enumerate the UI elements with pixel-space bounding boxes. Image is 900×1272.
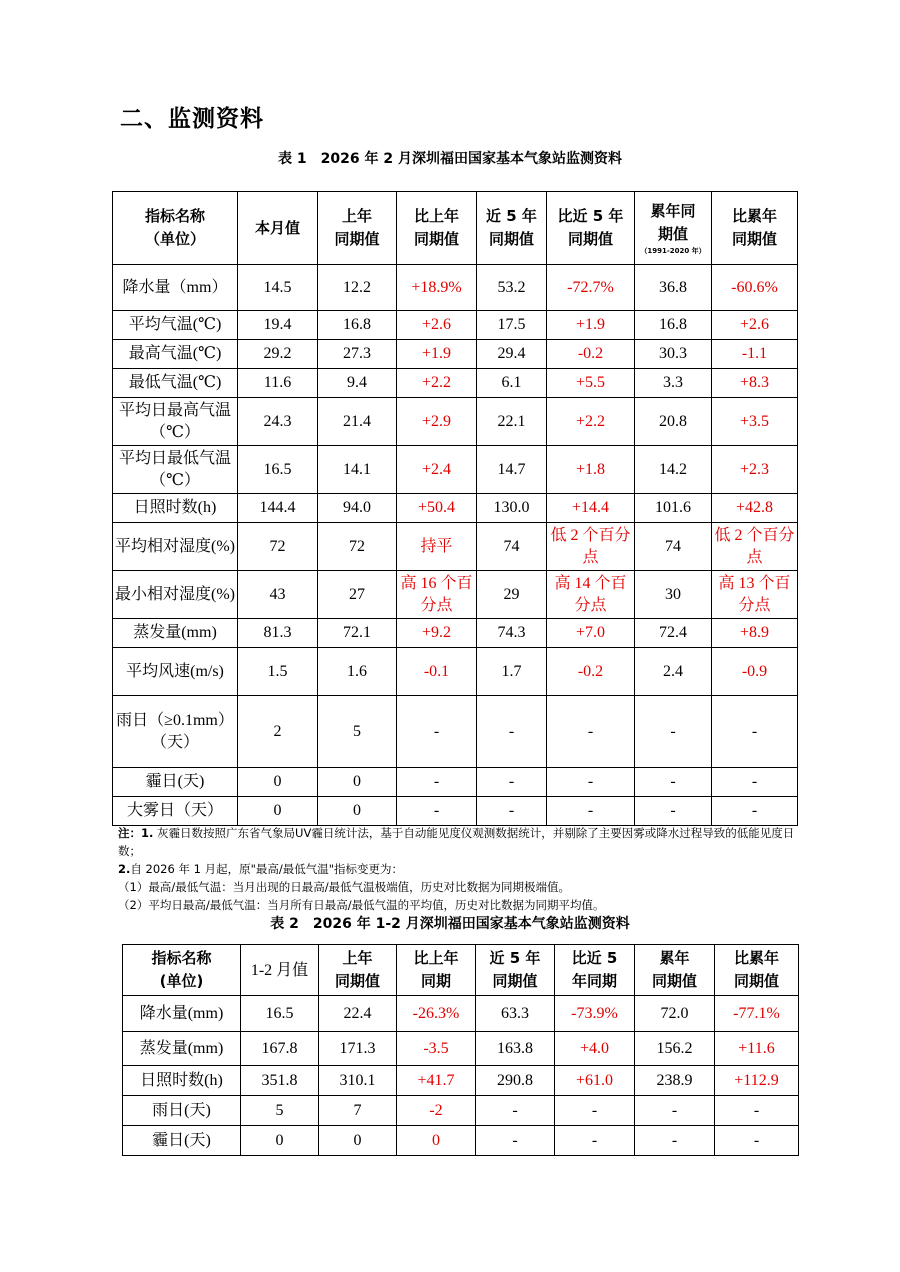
value-cell: +8.9 — [712, 619, 798, 648]
header-vs-climatology: 比累年 同期值 — [712, 192, 798, 265]
value-cell: -3.5 — [397, 1032, 476, 1066]
note-2-text: 自 2026 年 1 月起，原"最高/最低气温"指标变更为： — [130, 862, 404, 876]
value-cell: 72.0 — [635, 996, 715, 1032]
value-cell: 14.1 — [318, 446, 397, 494]
indicator-cell: 最小相对湿度(%) — [113, 571, 238, 619]
value-cell: - — [476, 1126, 555, 1156]
value-cell: 低 2 个百分点 — [712, 523, 798, 571]
value-cell: 12.2 — [318, 265, 397, 311]
table-row — [113, 340, 798, 369]
table-row — [113, 571, 798, 619]
value-cell: - — [635, 797, 712, 826]
value-cell: - — [397, 797, 477, 826]
t2-header-climatology: 累年 同期值 — [635, 945, 715, 996]
t2-header-period-value: 1-2 月值 — [241, 945, 319, 996]
note-1-prefix: 注：1. — [118, 826, 154, 840]
value-cell: -72.7% — [547, 265, 635, 311]
t2-header-recent-5y: 近 5 年 同期值 — [476, 945, 555, 996]
header-this-month: 本月值 — [238, 192, 318, 265]
table2-caption: 表 2 2026 年 1-2 月深圳福田国家基本气象站监测资料 — [270, 916, 630, 932]
section-heading: 二、监测资料 — [120, 106, 264, 132]
value-cell: -2 — [397, 1096, 476, 1126]
t2-header-vs-recent-5y: 比近 5 年同期 — [555, 945, 635, 996]
t2-header-indicator: 指标名称 (单位) — [123, 945, 241, 996]
value-cell: +2.2 — [547, 398, 635, 446]
value-cell: 16.5 — [238, 446, 318, 494]
value-cell: - — [547, 696, 635, 768]
value-cell: 72 — [318, 523, 397, 571]
value-cell: - — [635, 768, 712, 797]
value-cell: 0 — [241, 1126, 319, 1156]
value-cell: 238.9 — [635, 1066, 715, 1096]
value-cell: -0.9 — [712, 648, 798, 696]
indicator-cell: 大雾日（天） — [113, 797, 238, 826]
value-cell: 74 — [477, 523, 547, 571]
value-cell: 16.5 — [241, 996, 319, 1032]
note-2 — [118, 860, 798, 878]
value-cell: 27.3 — [318, 340, 397, 369]
value-cell: - — [477, 797, 547, 826]
indicator-cell: 平均风速(m/s) — [113, 648, 238, 696]
value-cell: -77.1% — [715, 996, 799, 1032]
value-cell: +2.3 — [712, 446, 798, 494]
value-cell: 72.1 — [318, 619, 397, 648]
table-row — [123, 1032, 799, 1066]
value-cell: - — [477, 696, 547, 768]
value-cell: +1.9 — [397, 340, 477, 369]
indicator-cell: 平均相对湿度(%) — [113, 523, 238, 571]
value-cell: 30 — [635, 571, 712, 619]
value-cell: +2.6 — [712, 311, 798, 340]
value-cell: 5 — [241, 1096, 319, 1126]
table-row — [123, 1126, 799, 1156]
value-cell: 0 — [397, 1126, 476, 1156]
value-cell: 171.3 — [319, 1032, 397, 1066]
indicator-cell: 蒸发量(mm) — [123, 1032, 241, 1066]
indicator-cell: 雨日（≥0.1mm）（天） — [113, 696, 238, 768]
value-cell: 156.2 — [635, 1032, 715, 1066]
value-cell: 14.2 — [635, 446, 712, 494]
value-cell: 163.8 — [476, 1032, 555, 1066]
value-cell: 290.8 — [476, 1066, 555, 1096]
value-cell: - — [635, 1096, 715, 1126]
value-cell: 22.4 — [319, 996, 397, 1032]
value-cell: -0.2 — [547, 648, 635, 696]
value-cell: 72 — [238, 523, 318, 571]
note-3: （1）最高/最低气温：当月出现的日最高/最低气温极端值，历史对比数据为同期极端值。 — [118, 880, 571, 894]
value-cell: - — [397, 768, 477, 797]
value-cell: +42.8 — [712, 494, 798, 523]
header-vs-last-year: 比上年 同期值 — [397, 192, 477, 265]
value-cell: +2.6 — [397, 311, 477, 340]
indicator-cell: 平均气温(℃) — [113, 311, 238, 340]
table-row — [113, 768, 798, 797]
value-cell: 36.8 — [635, 265, 712, 311]
value-cell: 72.4 — [635, 619, 712, 648]
table-row — [113, 398, 798, 446]
indicator-cell: 霾日(天) — [113, 768, 238, 797]
value-cell: 101.6 — [635, 494, 712, 523]
value-cell: 0 — [319, 1126, 397, 1156]
value-cell: -60.6% — [712, 265, 798, 311]
table-row — [113, 494, 798, 523]
value-cell: 2.4 — [635, 648, 712, 696]
note-1 — [118, 824, 798, 860]
value-cell: 0 — [318, 797, 397, 826]
value-cell: -1.1 — [712, 340, 798, 369]
value-cell: -73.9% — [555, 996, 635, 1032]
value-cell: +41.7 — [397, 1066, 476, 1096]
header-indicator: 指标名称 （单位） — [113, 192, 238, 265]
table-row — [113, 523, 798, 571]
value-cell: 43 — [238, 571, 318, 619]
value-cell: 24.3 — [238, 398, 318, 446]
value-cell: 1.7 — [477, 648, 547, 696]
value-cell: +4.0 — [555, 1032, 635, 1066]
value-cell: +18.9% — [397, 265, 477, 311]
value-cell: 22.1 — [477, 398, 547, 446]
value-cell: 20.8 — [635, 398, 712, 446]
table-row — [113, 311, 798, 340]
indicator-cell: 最低气温(℃) — [113, 369, 238, 398]
value-cell: +61.0 — [555, 1066, 635, 1096]
value-cell: -26.3% — [397, 996, 476, 1032]
value-cell: +2.4 — [397, 446, 477, 494]
indicator-cell: 日照时数(h) — [113, 494, 238, 523]
value-cell: 30.3 — [635, 340, 712, 369]
value-cell: +1.9 — [547, 311, 635, 340]
value-cell: - — [397, 696, 477, 768]
indicator-cell: 降水量（mm） — [113, 265, 238, 311]
value-cell: +11.6 — [715, 1032, 799, 1066]
value-cell: - — [635, 696, 712, 768]
value-cell: - — [555, 1126, 635, 1156]
value-cell: 1.5 — [238, 648, 318, 696]
value-cell: 81.3 — [238, 619, 318, 648]
value-cell: 19.4 — [238, 311, 318, 340]
header-vs-recent-5y: 比近 5 年 同期值 — [547, 192, 635, 265]
value-cell: - — [712, 768, 798, 797]
value-cell: 5 — [318, 696, 397, 768]
note-2-prefix: 2. — [118, 862, 131, 876]
value-cell: +50.4 — [397, 494, 477, 523]
value-cell: +7.0 — [547, 619, 635, 648]
value-cell: - — [635, 1126, 715, 1156]
value-cell: +2.2 — [397, 369, 477, 398]
t2-header-last-year: 上年 同期值 — [319, 945, 397, 996]
indicator-cell: 平均日最低气温（℃） — [113, 446, 238, 494]
value-cell: 53.2 — [477, 265, 547, 311]
value-cell: - — [715, 1126, 799, 1156]
value-cell: -0.1 — [397, 648, 477, 696]
value-cell: 0 — [238, 768, 318, 797]
indicator-cell: 降水量(mm) — [123, 996, 241, 1032]
value-cell: 29 — [477, 571, 547, 619]
table-row — [113, 696, 798, 768]
value-cell: +1.8 — [547, 446, 635, 494]
header-climatology-label: 累年同 期值 — [650, 202, 696, 243]
header-recent-5y: 近 5 年 同期值 — [477, 192, 547, 265]
table1-caption: 表 1 2026 年 2 月深圳福田国家基本气象站监测资料 — [278, 151, 622, 167]
value-cell: 310.1 — [319, 1066, 397, 1096]
table-row — [123, 1096, 799, 1126]
header-last-year: 上年 同期值 — [318, 192, 397, 265]
table-row — [123, 1066, 799, 1096]
value-cell: 21.4 — [318, 398, 397, 446]
t2-header-vs-last-year: 比上年 同期 — [397, 945, 476, 996]
value-cell: +5.5 — [547, 369, 635, 398]
value-cell: 144.4 — [238, 494, 318, 523]
value-cell: - — [476, 1096, 555, 1126]
value-cell: - — [712, 696, 798, 768]
value-cell: 高 14 个百分点 — [547, 571, 635, 619]
table-row — [113, 369, 798, 398]
value-cell: 高 13 个百分点 — [712, 571, 798, 619]
value-cell: 167.8 — [241, 1032, 319, 1066]
table-row — [113, 797, 798, 826]
value-cell: 94.0 — [318, 494, 397, 523]
value-cell: 高 16 个百分点 — [397, 571, 477, 619]
value-cell: - — [477, 768, 547, 797]
indicator-cell: 最高气温(℃) — [113, 340, 238, 369]
indicator-cell: 蒸发量(mm) — [113, 619, 238, 648]
value-cell: 0 — [238, 797, 318, 826]
indicator-cell: 平均日最高气温（℃） — [113, 398, 238, 446]
value-cell: 持平 — [397, 523, 477, 571]
value-cell: 9.4 — [318, 369, 397, 398]
value-cell: 11.6 — [238, 369, 318, 398]
value-cell: +112.9 — [715, 1066, 799, 1096]
value-cell: 6.1 — [477, 369, 547, 398]
value-cell: 74.3 — [477, 619, 547, 648]
value-cell: 3.3 — [635, 369, 712, 398]
value-cell: 14.7 — [477, 446, 547, 494]
value-cell: - — [547, 797, 635, 826]
value-cell: 14.5 — [238, 265, 318, 311]
table-row — [123, 996, 799, 1032]
value-cell: 29.2 — [238, 340, 318, 369]
table1-notes — [118, 824, 798, 914]
value-cell: +2.9 — [397, 398, 477, 446]
header-climatology-period: （1991-2020 年） — [640, 247, 706, 255]
value-cell: +9.2 — [397, 619, 477, 648]
note-1-text: 灰霾日数按照广东省气象局UV霾日统计法，基于自动能见度仪观测数据统计，并剔除了主要因雾或降水过程导致的低能见度日数； — [118, 826, 795, 858]
table-row — [113, 265, 798, 311]
t2-header-vs-climatology: 比累年 同期值 — [715, 945, 799, 996]
value-cell: 17.5 — [477, 311, 547, 340]
value-cell: 63.3 — [476, 996, 555, 1032]
value-cell: 7 — [319, 1096, 397, 1126]
value-cell: 74 — [635, 523, 712, 571]
indicator-cell: 雨日(天) — [123, 1096, 241, 1126]
indicator-cell: 日照时数(h) — [123, 1066, 241, 1096]
value-cell: 16.8 — [635, 311, 712, 340]
table-row — [113, 446, 798, 494]
value-cell: 2 — [238, 696, 318, 768]
value-cell: 351.8 — [241, 1066, 319, 1096]
value-cell: 16.8 — [318, 311, 397, 340]
value-cell: - — [555, 1096, 635, 1126]
value-cell: 27 — [318, 571, 397, 619]
value-cell: +8.3 — [712, 369, 798, 398]
value-cell: 低 2 个百分点 — [547, 523, 635, 571]
value-cell: 130.0 — [477, 494, 547, 523]
value-cell: 29.4 — [477, 340, 547, 369]
value-cell: -0.2 — [547, 340, 635, 369]
table-row — [113, 619, 798, 648]
value-cell: 0 — [318, 768, 397, 797]
value-cell: - — [715, 1096, 799, 1126]
header-climatology — [635, 192, 712, 265]
value-cell: +14.4 — [547, 494, 635, 523]
note-4: （2）平均日最高/最低气温：当月所有日最高/最低气温的平均值，历史对比数据为同期平均值。 — [118, 898, 605, 912]
value-cell: 1.6 — [318, 648, 397, 696]
monthly-monitoring-table — [112, 191, 798, 826]
table-row — [113, 648, 798, 696]
value-cell: - — [547, 768, 635, 797]
value-cell: +3.5 — [712, 398, 798, 446]
cumulative-monitoring-table — [122, 944, 799, 1156]
value-cell: - — [712, 797, 798, 826]
indicator-cell: 霾日(天) — [123, 1126, 241, 1156]
